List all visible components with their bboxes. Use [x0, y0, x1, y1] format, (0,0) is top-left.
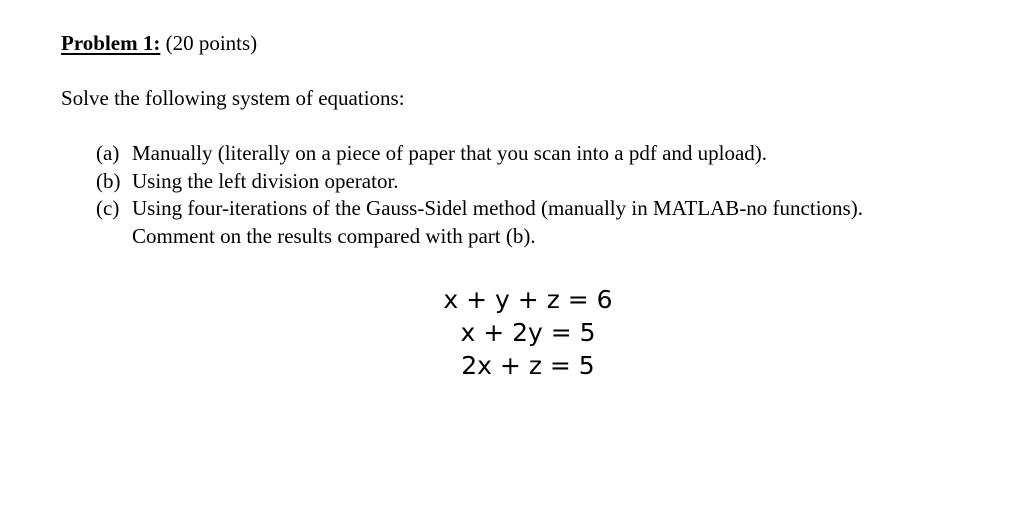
equation-system: [400, 283, 656, 382]
problem-label: Problem 1:: [61, 31, 161, 55]
equation-2: x + 2y = 5: [460, 318, 596, 347]
equation-1: x + y + z = 6: [443, 285, 613, 314]
task-item-c: [96, 195, 996, 250]
task-item-a: [96, 140, 996, 168]
problem-intro: Solve the following system of equations:: [61, 86, 405, 110]
task-text: Using four-iterations of the Gauss-Sidel method (manually in MATLAB-no functions).: [132, 196, 863, 220]
equation-3: 2x + z = 5: [461, 351, 595, 380]
task-text: Using the left division operator.: [132, 168, 399, 193]
task-item-b: [96, 168, 996, 196]
problem-points: (20 points): [165, 31, 258, 55]
task-text-block: [132, 195, 863, 250]
task-list: [96, 140, 996, 250]
task-label: (a): [96, 141, 120, 165]
task-text: Manually (literally on a piece of paper that you scan into a pdf and upload).: [132, 141, 768, 165]
task-text-continuation: Comment on the results compared with part (b).: [132, 223, 536, 248]
task-label: (b): [96, 168, 121, 193]
problem-heading: [61, 30, 257, 56]
task-label: (c): [96, 196, 120, 220]
